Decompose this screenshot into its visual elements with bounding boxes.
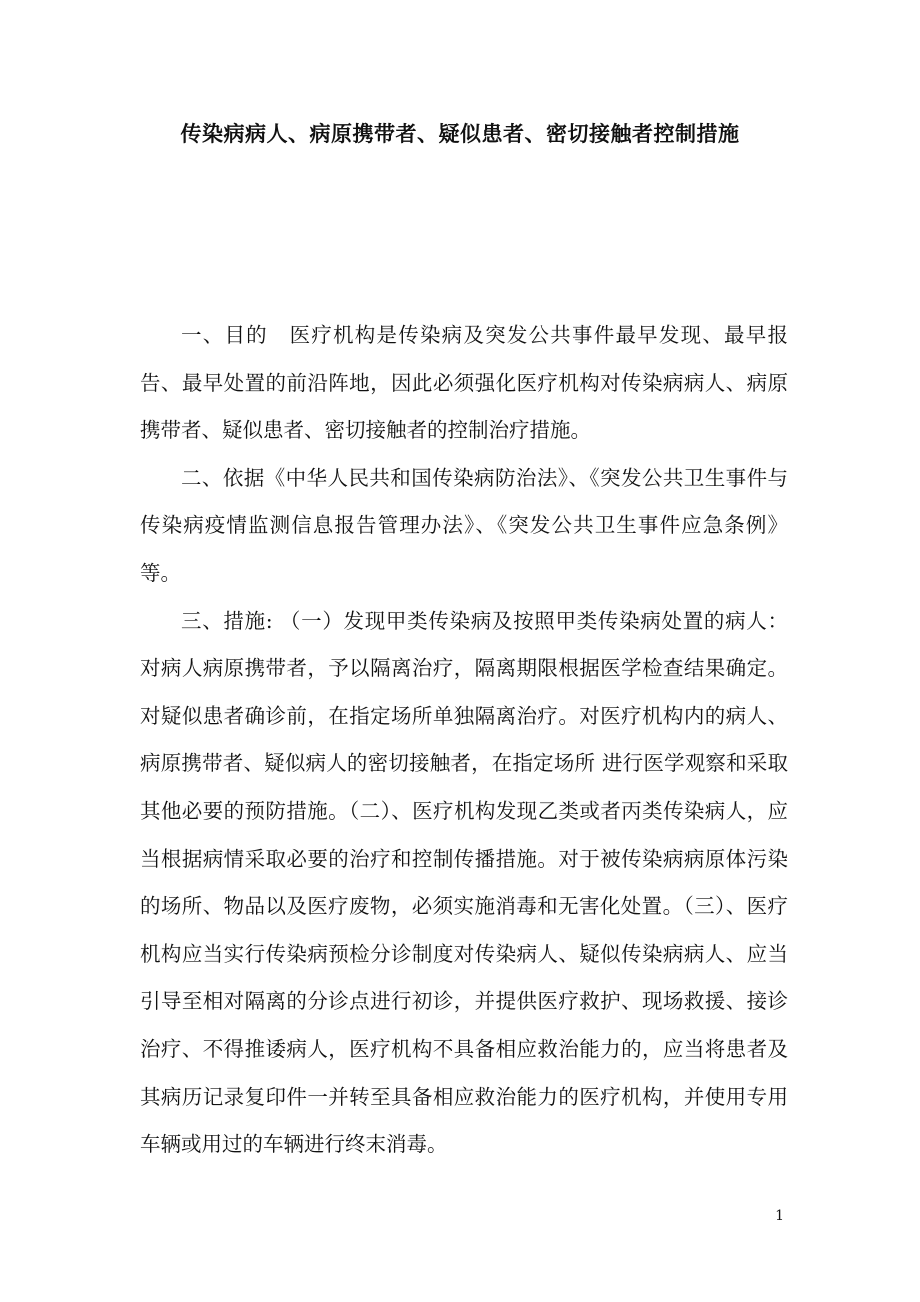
page-number: 1	[775, 1208, 784, 1224]
document-body	[140, 312, 788, 1169]
paragraph-basis: 二、依据《中华人民共和国传染病防治法》、《突发公共卫生事件与传染病疫情监测信息报告管理办法》、《突发公共卫生事件应急条例》等。	[140, 465, 788, 585]
document-title: 传染病病人、病原携带者、疑似患者、密切接触者控制措施	[180, 121, 740, 146]
paragraph-purpose: 一、目的 医疗机构是传染病及突发公共事件最早发现、最早报告、最早处置的前沿阵地，因此必须强化医疗机构对传染病病人、病原携带者、疑似患者、密切接触者的控制治疗措施。	[140, 323, 788, 443]
paragraph-measures: 三、措施: （一）发现甲类传染病及按照甲类传染病处置的病人：对病人病原携带者，予以隔离治疗，隔离期限根据医学检查结果确定。对疑似患者确诊前，在指定场所单独隔离治疗。对医疗机构内的病人、病原携带者、疑似病人的密切接触者，在指定场所 进行医学观察和采取其他必要的预防措施。（二）、医疗机构发现乙类或者丙类传染病人，应当根据病情采取必要的治疗和控制传播措施。对于被传染病病原体污染的场所、物品以及医疗废物，必须实施消毒和无害化处置。（三）、医疗机构应当实行传染病预检分诊制度对传染病人、疑似传染病病人、应当引导至相对隔离的分诊点进行初诊，并提供医疗救护、现场救援、接诊治疗、不得推诿病人，医疗机构不具备相应救治能力的，应当将患者及其病历记录复印件一并转至具备相应救治能力的医疗机构，并使用专用车辆或用过的车辆进行终末消毒。	[140, 608, 788, 1157]
